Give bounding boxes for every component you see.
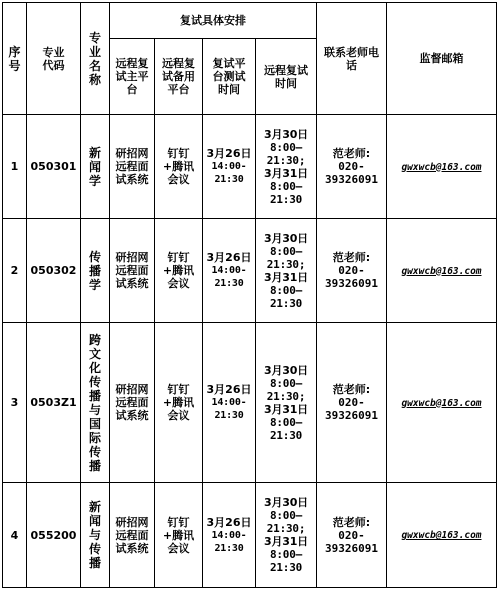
table-row [3, 323, 497, 483]
test-date: 3月26日 [206, 383, 252, 396]
main-platform: 研招网远程面试系统 [110, 115, 155, 219]
contact-name: 范老师: [332, 515, 371, 529]
contact-phone: 39326091 [325, 173, 378, 186]
table-row [3, 483, 497, 588]
exam-hours-2: 8:00—21:30 [269, 548, 303, 574]
major-code: 050301 [27, 115, 81, 219]
contact-phone: 39326091 [325, 277, 378, 290]
test-time [203, 323, 256, 483]
test-date: 3月26日 [206, 251, 252, 264]
major-code: 050302 [27, 219, 81, 323]
supervision-email[interactable]: gwxwcb@163.com [387, 323, 497, 483]
row-index: 1 [3, 115, 27, 219]
exam-day-2: 3月31日 [264, 270, 308, 284]
major-name: 新闻与传播 [81, 483, 110, 588]
backup-platform: 钉钉+腾讯会议 [155, 483, 203, 588]
header-main-platform: 远程复试主平台 [110, 39, 155, 115]
header-schedule-group: 复试具体安排 [110, 3, 317, 39]
header-code: 专业代码 [27, 3, 81, 115]
header-index: 序号 [3, 3, 27, 115]
contact-phone: 39326091 [325, 541, 378, 555]
table-row [3, 115, 497, 219]
main-platform: 研招网远程面试系统 [110, 483, 155, 588]
row-index: 3 [3, 323, 27, 483]
contact-name: 范老师: [332, 147, 371, 160]
contact-teacher [317, 323, 387, 483]
row-index: 4 [3, 483, 27, 588]
test-time [203, 483, 256, 588]
contact-name: 范老师: [332, 383, 371, 396]
exam-hours-1: 8:00—21:30; [266, 244, 306, 271]
test-hours: 14:00-21:30 [211, 265, 247, 289]
major-name: 跨文化传播与国际传播 [81, 323, 110, 483]
major-name: 传播学 [81, 219, 110, 323]
backup-platform: 钉钉+腾讯会议 [155, 115, 203, 219]
header-email: 监督邮箱 [387, 3, 497, 115]
contact-area-code: 020- [338, 528, 365, 542]
supervision-email[interactable]: gwxwcb@163.com [387, 115, 497, 219]
contact-name: 范老师: [332, 251, 371, 264]
test-hours: 14:00-21:30 [211, 161, 247, 185]
exam-time [256, 115, 317, 219]
contact-teacher [317, 115, 387, 219]
contact-area-code: 020- [338, 264, 365, 277]
contact-area-code: 020- [338, 396, 365, 409]
exam-day-1: 3月30日 [264, 496, 308, 509]
exam-time [256, 219, 317, 323]
backup-platform: 钉钉+腾讯会议 [155, 219, 203, 323]
test-time [203, 219, 256, 323]
exam-hours-1: 8:00—21:30; [266, 376, 306, 403]
exam-time [256, 323, 317, 483]
header-exam-time: 远程复试时间 [256, 39, 317, 115]
test-hours: 14:00-21:30 [211, 397, 247, 421]
exam-time [256, 483, 317, 588]
header-major: 专业名称 [81, 3, 110, 115]
backup-platform: 钉钉+腾讯会议 [155, 323, 203, 483]
exam-day-2: 3月31日 [264, 535, 308, 548]
major-code: 055200 [27, 483, 81, 588]
test-hours: 14:00-21:30 [211, 529, 247, 554]
exam-day-2: 3月31日 [264, 166, 308, 180]
test-date: 3月26日 [206, 515, 252, 529]
row-index: 2 [3, 219, 27, 323]
exam-hours-2: 8:00—21:30 [269, 283, 303, 310]
exam-day-1: 3月30日 [264, 231, 308, 245]
main-platform: 研招网远程面试系统 [110, 219, 155, 323]
major-name: 新闻学 [81, 115, 110, 219]
contact-teacher [317, 483, 387, 588]
contact-area-code: 020- [338, 160, 365, 173]
test-date: 3月26日 [206, 147, 252, 160]
test-time [203, 115, 256, 219]
supervision-email[interactable]: gwxwcb@163.com [387, 483, 497, 588]
exam-day-1: 3月30日 [264, 363, 308, 377]
exam-hours-1: 8:00—21:30; [266, 140, 306, 167]
exam-hours-1: 8:00—21:30; [266, 509, 306, 535]
exam-day-2: 3月31日 [264, 402, 308, 416]
header-backup-platform: 远程复试备用平台 [155, 39, 203, 115]
exam-hours-2: 8:00—21:30 [269, 179, 303, 206]
main-platform: 研招网远程面试系统 [110, 323, 155, 483]
retest-schedule-table [2, 2, 497, 588]
exam-hours-2: 8:00—21:30 [269, 415, 303, 442]
header-contact: 联系老师电话 [317, 3, 387, 115]
header-test-time: 复试平台测试时间 [203, 39, 256, 115]
table-row [3, 219, 497, 323]
contact-teacher [317, 219, 387, 323]
supervision-email[interactable]: gwxwcb@163.com [387, 219, 497, 323]
major-code: 0503Z1 [27, 323, 81, 483]
contact-phone: 39326091 [325, 409, 378, 422]
exam-day-1: 3月30日 [264, 127, 308, 141]
